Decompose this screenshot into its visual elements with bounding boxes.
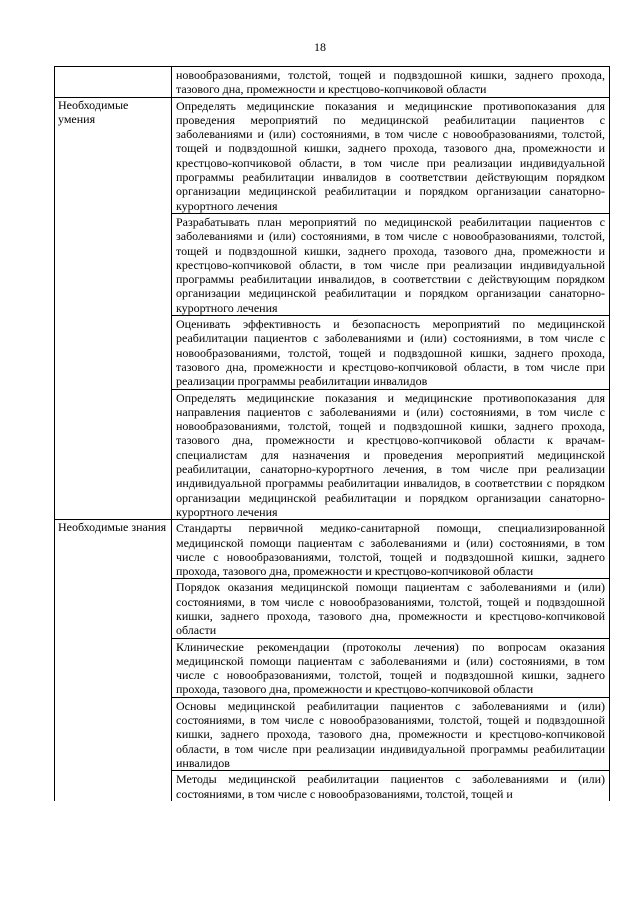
knowledge-item: Порядок оказания медицинской помощи пациентам с заболеваниями и (или) состояниями, в том числе с новообразованиями, толстой, тощей и подвздошной кишки, заднего прохода, тазового дна, промежности и крестцово-копчиковой области bbox=[172, 579, 610, 638]
table-row bbox=[55, 97, 610, 213]
knowledge-label: Необходимые знания bbox=[55, 520, 172, 801]
knowledge-item: Стандарты первичной медико-санитарной помощи, специализированной медицинской помощи пациентам с заболеваниями и (или) состояниями, в том числе с новообразованиями, толстой, тощей и подвздошной кишки, заднего прохода, тазового дна, промежности и крестцово-копчиковой области bbox=[172, 520, 610, 579]
skills-label: Необходимые умения bbox=[55, 97, 172, 520]
skill-item: Оценивать эффективность и безопасность мероприятий по медицинской реабилитации пациентов с заболеваниями и (или) состояниями, в том числе с новообразованиями, толстой, тощей и подвздошной кишки, заднего прохода, тазового дна, промежности и крестцово-копчиковой области, в том числе при реализации программы реабилитации инвалидов bbox=[172, 316, 610, 389]
table-row bbox=[55, 520, 610, 579]
continuation-cell: новообразованиями, толстой, тощей и подвздошной кишки, заднего прохода, тазового дна, промежности и крестцово-копчиковой области bbox=[172, 67, 610, 98]
skill-item: Определять медицинские показания и медицинские противопоказания для проведения мероприятий по медицинской реабилитации пациентов с заболеваниями и (или) состояниями, в том числе с новообразованиями, толстой, тощей и подвздошной кишки, заднего прохода, тазового дна, промежности и крестцово-копчиковой области, в том числе при реализации индивидуальной программы реабилитации инвалидов в соответствии действующим порядком организации медицинской реабилитации и порядком организации санаторно-курортного лечения bbox=[172, 97, 610, 213]
knowledge-item: Методы медицинской реабилитации пациентов с заболеваниями и (или) состояниями, в том числе с новообразованиями, толстой, тощей и bbox=[172, 771, 610, 801]
knowledge-item: Клинические рекомендации (протоколы лечения) по вопросам оказания медицинской помощи пациентам с заболеваниями и (или) состояниями, в том числе с новообразованиями, толстой, тощей и подвздошной кишки, заднего прохода, тазового дна, промежности и крестцово-копчиковой области bbox=[172, 638, 610, 697]
page-number: 18 bbox=[314, 40, 326, 54]
knowledge-item: Основы медицинской реабилитации пациентов с заболеваниями и (или) состояниями, в том числе с новообразованиями, толстой, тощей и подвздошной кишки, заднего прохода, тазового дна, промежности и крестцово-копчиковой области, в том числе при реализации индивидуальной программы реабилитации инвалидов bbox=[172, 697, 610, 770]
competency-table bbox=[54, 66, 610, 801]
skill-item: Определять медицинские показания и медицинские противопоказания для направления пациентов с заболеваниями и (или) состояниями, в том числе с новообразованиями, толстой, тощей и подвздошной кишки, заднего прохода, тазового дна, промежности и крестцово-копчиковой области к врачам-специалистам для назначения и проведения мероприятий медицинской реабилитации, санаторно-курортного лечения, в том числе при реализации индивидуальной программы реабилитации инвалидов, в соответствии с порядком организации медицинской реабилитации и порядком организации санаторно-курортного лечения bbox=[172, 389, 610, 520]
empty-label-cell bbox=[55, 67, 172, 98]
skill-item: Разрабатывать план мероприятий по медицинской реабилитации пациентов с заболеваниями и (или) состояниями, в том числе с новообразованиями, толстой, тощей и подвздошной кишки, заднего прохода, тазового дна, промежности и крестцово-копчиковой области, в том числе при реализации индивидуальной программы реабилитации инвалидов, в соответствии с действующим порядком организации медицинской реабилитации и порядком организации санаторно-курортного лечения bbox=[172, 213, 610, 315]
table-row bbox=[55, 67, 610, 98]
